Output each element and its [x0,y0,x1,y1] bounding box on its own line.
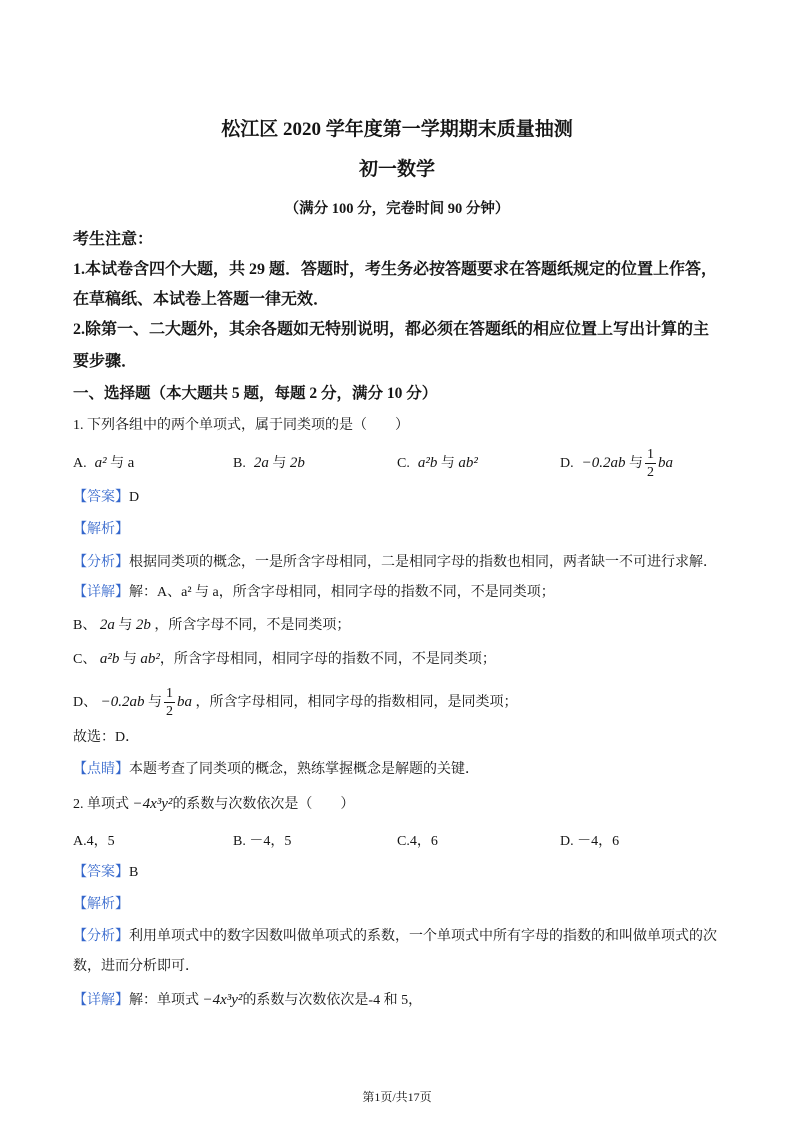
conjunction: 与 [272,456,287,471]
q2-reasoning-line-2: 数，进而分析即可． [73,959,199,974]
q2-stem [73,792,354,816]
q2-option-b: B. －4，5 [233,834,292,849]
option-label: C. [397,456,410,471]
math-expression: ba [658,455,673,471]
detail-prefix: 解：单项式 [129,993,199,1008]
answer-tag: 【答案】 [73,865,129,880]
comment-text: 本题考查了同类项的概念，熟练掌握概念是解题的关键． [129,762,479,777]
q1-comment [73,758,479,782]
math-expression: 2a [99,617,115,633]
math-expression: −0.2ab [100,694,145,710]
detail-prefix: B、 [73,618,97,633]
conjunction: 与 [122,652,137,667]
math-expression: a²b [417,455,438,471]
exam-title: 松江区 2020 学年度第一学期期末质量抽测 [221,119,573,140]
math-expression: −0.2ab [581,455,626,471]
q1-option-a [73,443,134,484]
q1-detail-c [73,647,496,671]
math-expression: ab² [140,651,160,667]
notice-item-2-line-1: 2.除第一、二大题外，其余各题如无特别说明，都必须在答题纸的相应位置上写出计算的主 [73,321,710,338]
q2-detail [73,988,422,1012]
detail-tag: 【详解】 [73,585,129,600]
q1-option-d [560,443,673,484]
q2-option-c: C.4，6 [397,834,438,849]
q1-choice: 故选：D． [73,730,140,745]
q1-analysis [73,518,129,542]
q1-detail-a [73,581,555,605]
math-expression: 2b [135,617,151,633]
q1-answer [73,486,139,510]
detail-suffix: ，所含字母不同，不是同类项； [154,618,351,633]
stem-prefix: 2. 单项式 [73,797,129,812]
q1-options [0,443,794,483]
math-expression: 2b [289,455,305,471]
q1-detail-d [73,682,518,722]
notice-item-1-line-1: 1.本试卷含四个大题，共 29 题．答题时，考生务必按答题要求在答题纸规定的位置上作答， [73,261,718,278]
conjunction: 与 [118,618,133,633]
math-expression: a² [94,455,107,471]
math-expression: a²b [99,651,120,667]
q2-answer [73,861,138,885]
math-expression: −4x³y² [132,796,173,812]
q2-option-a: A.4，5 [73,834,115,849]
page-number: 第1页/共17页 [362,1090,432,1104]
reasoning-text: 利用单项式中的数字因数叫做单项式的系数，一个单项式中所有字母的指数的和叫做单项式的次 [129,929,717,944]
q2-option-d: D. －4，6 [560,834,620,849]
detail-prefix: D、 [73,695,98,710]
reasoning-tag: 【分析】 [73,555,129,570]
q1-reasoning [73,551,717,575]
reasoning-text: 根据同类项的概念，一是所含字母相同，二是相同字母的指数也相同，两者缺一不可进行求解． [129,555,717,570]
q2-options [0,830,794,854]
conjunction: 与 [629,456,643,471]
notice-heading: 考生注意： [73,231,154,248]
exam-subject: 初一数学 [358,159,435,180]
answer-value: B [129,865,139,880]
reasoning-tag: 【分析】 [73,929,129,944]
math-expression: −4x³y² [202,992,243,1008]
detail-suffix: ，所含字母相同，相同字母的指数不同，不是同类项； [159,652,496,667]
stem-suffix: 的系数与次数依次是（ ） [172,797,355,812]
fraction [164,686,175,719]
fraction-denominator: 2 [166,704,173,720]
notice-item-1-line-2: 在草稿纸、本试卷上答题一律无效． [73,291,330,308]
option-label: D. [560,456,574,471]
exam-info: （满分 100 分，完卷时间 90 分钟） [284,201,510,217]
detail-text: 解：A、a² 与 a，所含字母相同，相同字母的指数不同，不是同类项； [129,585,555,600]
q1-option-c [397,443,478,484]
q1-detail-b [73,613,350,637]
analysis-tag: 【解析】 [73,897,129,912]
notice-item-2-line-2: 要步骤． [73,353,138,370]
answer-value: D [129,490,140,505]
detail-tag: 【详解】 [73,993,129,1008]
detail-prefix: C、 [73,652,97,667]
option-label: A. [73,456,87,471]
q2-reasoning-line-1 [73,925,717,949]
q1-option-b [233,443,305,484]
option-label: B. [233,456,246,471]
comment-tag: 【点睛】 [73,762,129,777]
q1-stem: 1. 下列各组中的两个单项式，属于同类项的是（ ） [73,418,409,433]
answer-tag: 【答案】 [73,490,129,505]
conjunction: 与 [148,695,162,710]
fraction-numerator: 1 [647,447,654,463]
detail-suffix: 的系数与次数依次是-4 和 5， [242,993,423,1008]
q2-analysis [73,893,129,917]
math-expression: ab² [458,455,478,471]
fraction [645,447,656,480]
fraction-denominator: 2 [647,465,654,481]
math-expression: 2a [253,455,269,471]
fraction-numerator: 1 [166,686,173,702]
conjunction: 与 [110,456,125,471]
analysis-tag: 【解析】 [73,522,129,537]
math-expression: ba [177,694,192,710]
math-expression: a [127,455,135,471]
conjunction: 与 [440,456,455,471]
section-heading: 一、选择题（本大题共 5 题，每题 2 分，满分 10 分） [73,385,438,402]
detail-suffix: ，所含字母相同，相同字母的指数相同，是同类项； [195,695,518,710]
